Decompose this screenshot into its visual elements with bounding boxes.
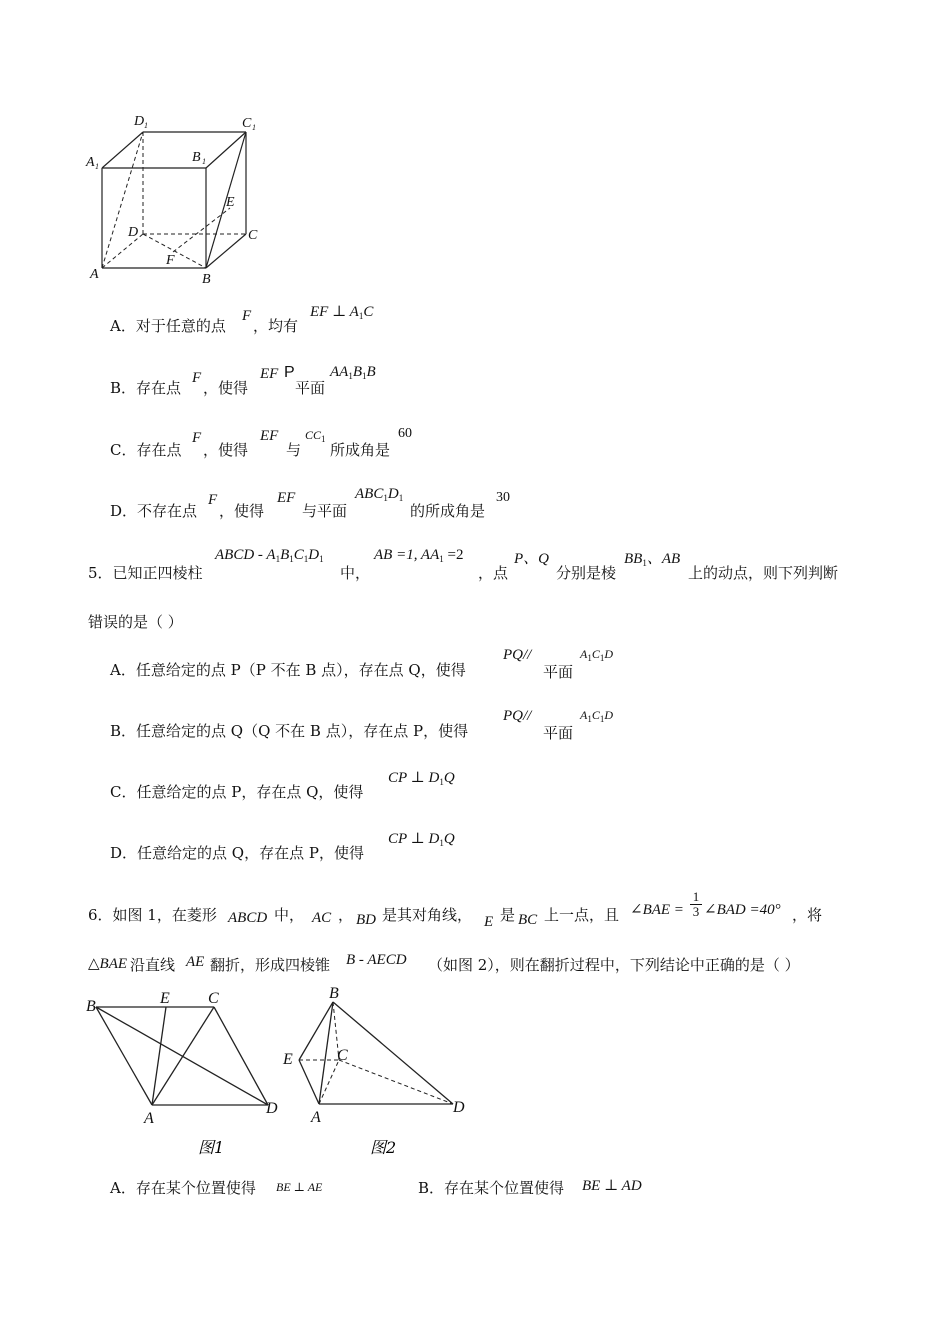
fig1-label-d: D [266,1100,278,1117]
fig1-caption: 图1 [198,1138,225,1157]
math-cond: AB =1, $AA_1 =2$ [374,547,464,564]
q5-option-b[interactable] [110,721,468,741]
q5-stem: 5．已知正四棱柱 [88,564,203,582]
q6-stem: ，将 [792,906,823,924]
option-text: 平面 [543,724,574,742]
math-bc: BC [518,912,538,928]
math-f: F [208,492,218,508]
option-label: A． [110,661,136,679]
figure-2-pyramid [275,980,485,1165]
option-text: ，使得 [203,379,249,397]
cube-label-a1: A [86,155,95,170]
option-label: B． [110,379,137,397]
math-ae: AE [186,954,205,970]
math-plane: $A_1C_1D$ [580,708,614,724]
math-expr: BE ⊥ AE [276,1180,323,1194]
math-f: F [242,308,252,324]
fraction-den: 3 [692,904,700,919]
fig2-label-e: E [283,1051,293,1068]
option-text: 任意给定的点 Q（Q 不在 B 点），存在点 P，使得 [136,722,469,740]
q5-stem: 错误的是（ ） [88,613,183,631]
option-label: D． [110,844,138,862]
option-text: 不存在点 [137,502,198,520]
cube-label-d: D [128,225,139,240]
parallel-symbol: P [284,364,295,381]
math-expr: PQ// [503,647,532,663]
cube-label-d1: D [134,114,145,129]
math-expr: CP ⊥ $D_1Q$ [388,770,455,787]
math-pq: P、Q [514,551,549,567]
fig1-label-a: A [144,1110,154,1127]
cube-sub-b1: 1 [202,157,206,166]
fig1-label-c: C [208,990,219,1007]
cube-label-a: A [90,267,99,282]
option-label: A． [110,1179,136,1197]
math-cc1: $CC_1$ [305,428,326,444]
math-expr: CP ⊥ $D_1Q$ [388,831,455,848]
q4-option-c[interactable] [110,440,182,460]
option-text: ，使得 [203,441,249,459]
q4-option-b[interactable] [110,378,181,398]
option-text: 对于任意的点 [135,317,226,335]
cube-label-b1: B [192,150,201,165]
q6-stem: ， [338,906,354,924]
math-prism: ABCD - $A_1B_1C_1D_1$ [215,547,324,564]
cube-label-b: B [202,272,211,287]
option-label: B． [110,722,137,740]
q5-stem: 上的动点，则下列判断 [688,564,839,582]
option-label: A． [110,317,136,335]
fraction-num: 1 [690,890,702,905]
option-text: 存在点 [136,441,182,459]
q6-stem: 翻折，形成四棱锥 [210,956,331,974]
q5-stem: 分别是棱 [556,564,617,582]
math-edges: $BB_1$、AB [624,551,681,568]
option-text: 存在某个位置使得 [444,1179,565,1197]
fig2-label-d: D [453,1099,465,1116]
option-text: 任意给定的点 P，存在点 Q，使得 [136,783,364,801]
option-text: ，使得 [219,502,265,520]
math-ef: EF [260,428,279,444]
fig1-label-e: E [160,990,170,1007]
fraction [690,890,702,919]
q6-stem: （如图 2），则在翻折过程中，下列结论中正确的是（ ） [428,956,800,974]
q5-option-d[interactable] [110,843,364,863]
cube-label-c: C [248,228,258,243]
q4-option-a[interactable] [110,316,226,336]
q6-stem: 6．如图 1，在菱形 [88,906,217,924]
option-text: 与平面 [302,502,348,520]
q6-stem: 中， [274,906,305,924]
option-text: 存在某个位置使得 [135,1179,256,1197]
math-expr: BE ⊥ AD [582,1178,642,1194]
option-label: C． [110,441,137,459]
q5-option-a[interactable] [110,660,466,680]
q4-option-d[interactable] [110,501,197,521]
cube-label-f: F [166,253,175,268]
option-label: B． [418,1179,445,1197]
fig2-label-a: A [311,1109,321,1126]
option-text: 与 [286,441,302,459]
math-expr: PQ// [503,708,532,724]
math-abcd: ABCD [228,910,268,926]
math-ac: AC [312,910,332,926]
math-e: E [484,914,494,930]
cube-figure [80,110,280,290]
figure-1-rhombus [80,985,290,1165]
q6-stem: 是 [500,906,516,924]
fig2-label-b: B [329,985,339,1002]
cube-sub-d1: 1 [144,121,148,130]
q5-stem: 中， [340,564,371,582]
cube-sub-c1: 1 [252,123,256,132]
math-triangle: △BAE [88,956,128,972]
q6-stem: 沿直线 [130,956,176,974]
math-angle-bad: ∠BAD =40° [704,902,781,918]
math-ef: EF [260,366,279,382]
q6-stem: 是其对角线， [382,906,473,924]
math-plane: $AA_1B_1B$ [330,364,376,381]
q6-option-a[interactable] [110,1178,256,1198]
math-bd: BD [356,912,376,928]
math-pyramid: B - AECD [346,952,407,968]
option-text: 任意给定的点 P（P 不在 B 点），存在点 Q，使得 [135,661,466,679]
angle-value: 30 [496,490,510,505]
q6-option-b[interactable] [418,1178,564,1198]
option-text: 存在点 [136,379,182,397]
math-plane: $A_1C_1D$ [580,647,614,663]
option-text: 的所成角是 [410,502,486,520]
option-text: 所成角是 [330,441,391,459]
option-label: D． [110,502,138,520]
angle-value: 60 [398,426,412,441]
fig2-caption: 图2 [370,1138,397,1157]
math-expr: EF ⊥ $A_1C$ [310,304,374,321]
math-angle-bae: ∠BAE = [630,902,684,918]
q6-stem: 上一点，且 [544,906,620,924]
math-plane: $ABC_1D_1$ [355,486,404,503]
math-ef: EF [277,490,296,506]
fig1-label-b: B [86,998,96,1015]
option-text: 平面 [543,663,574,681]
option-text: 平面 [295,379,326,397]
option-text: ，均有 [253,317,299,335]
option-text: 任意给定的点 Q，存在点 P，使得 [137,844,364,862]
cube-label-e: E [226,195,235,210]
fig2-label-c: C [337,1047,348,1064]
cube-label-c1: C [242,116,252,131]
math-f: F [192,370,202,386]
cube-sub-a1: 1 [95,162,99,171]
q5-stem: ，点 [478,564,509,582]
math-f: F [192,430,202,446]
option-label: C． [110,783,137,801]
q5-option-c[interactable] [110,782,363,802]
